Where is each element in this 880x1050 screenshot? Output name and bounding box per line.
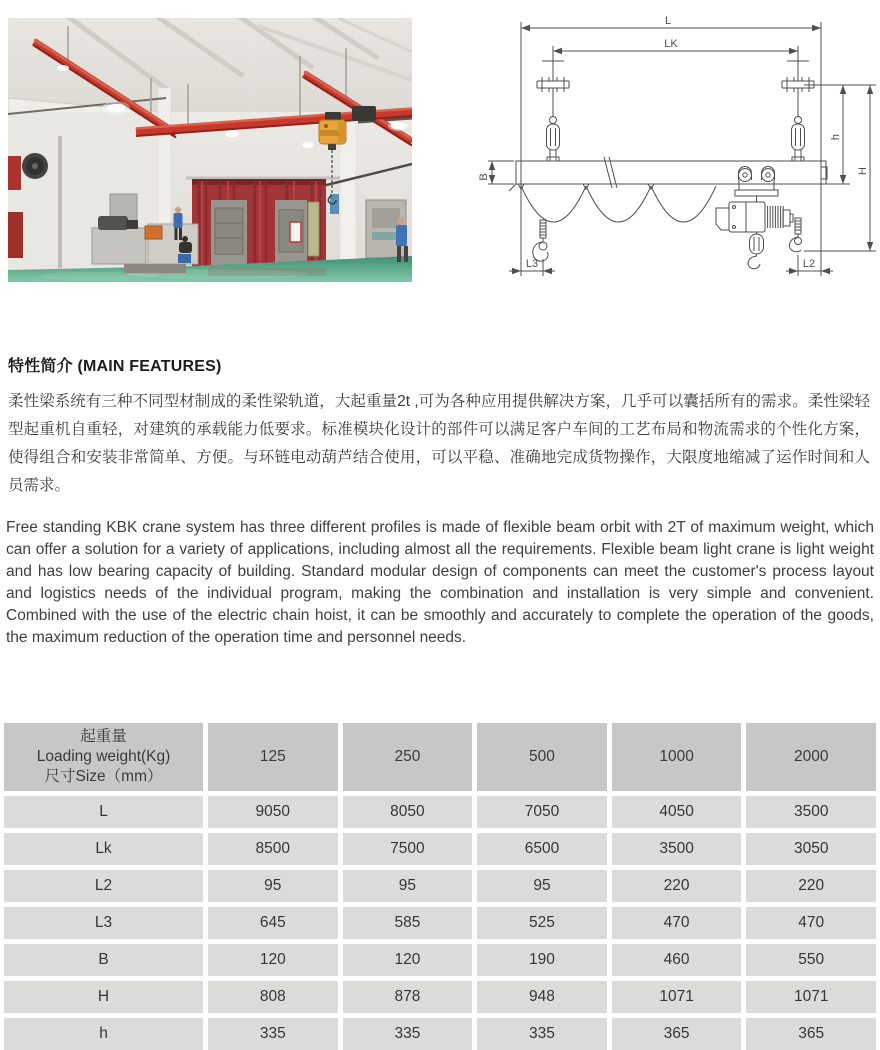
spec-col-header-1000: 1000	[612, 723, 742, 791]
workshop-photo-graphic	[8, 18, 412, 282]
dimension-diagram	[478, 8, 878, 293]
features-paragraph-cn: 柔性梁系统有三种不同型材制成的柔性梁轨道，大起重量2t ,可为各种应用提供解决方案，几乎可以囊括所有的需求。柔性梁轻型起重机自重轻，对建筑的承载能力低要求。标准模块化设计的部件可以满足客户车间的工艺布局和物流需求的个性化方案，使得组合和安装非常简单、方便。与环链电动葫芦结合使用，可以平稳、准确地完成货物操作，大限度地缩减了运作时间和人员需求。	[8, 393, 870, 494]
spec-header-line3: 尺寸Size（mm）	[44, 768, 163, 785]
spec-cell: 120	[343, 944, 473, 976]
wall-sign	[8, 156, 21, 190]
spec-row-label-L2: L2	[4, 870, 203, 902]
spec-cell: 220	[612, 870, 742, 902]
spec-cell: 470	[746, 907, 876, 939]
spec-col-header-2000: 2000	[746, 723, 876, 791]
spec-cell: 9050	[208, 796, 338, 828]
spec-cell: 470	[612, 907, 742, 939]
top-row	[0, 0, 880, 295]
dim-label-LK: LK	[664, 38, 678, 50]
spec-cell: 190	[477, 944, 607, 976]
spec-cell: 550	[746, 944, 876, 976]
spec-cell: 3050	[746, 833, 876, 865]
spec-cell: 8500	[208, 833, 338, 865]
spec-col-header-250: 250	[343, 723, 473, 791]
spec-cell: 335	[477, 1018, 607, 1050]
spec-row-label-H: H	[4, 981, 203, 1013]
spec-cell: 120	[208, 944, 338, 976]
spec-col-header-500: 500	[477, 723, 607, 791]
spec-row-label-B: B	[4, 944, 203, 976]
spec-cell: 365	[612, 1018, 742, 1050]
dim-label-L: L	[664, 15, 672, 27]
hook-right	[789, 218, 801, 252]
spec-row-label-L: L	[4, 796, 203, 828]
spec-col-header-125: 125	[208, 723, 338, 791]
suspension-right	[782, 46, 814, 161]
dim-label-h: h	[830, 133, 842, 141]
spec-cell: 95	[208, 870, 338, 902]
spec-cell: 808	[208, 981, 338, 1013]
spec-row-label-L3: L3	[4, 907, 203, 939]
spec-header-line2: Loading weight(Kg)	[36, 748, 171, 765]
spec-cell: 335	[208, 1018, 338, 1050]
spec-row-label-h: h	[4, 1018, 203, 1050]
spec-cell: 645	[208, 907, 338, 939]
spec-cell: 1071	[612, 981, 742, 1013]
fire-cabinet	[8, 212, 23, 258]
spec-cell: 95	[343, 870, 473, 902]
dim-label-L3: L3	[525, 258, 539, 270]
spec-cell: 7500	[343, 833, 473, 865]
spec-cell: 220	[746, 870, 876, 902]
dim-label-H: H	[857, 167, 869, 175]
spec-cell: 8050	[343, 796, 473, 828]
spec-cell: 878	[343, 981, 473, 1013]
features-heading: 特性简介 (MAIN FEATURES)	[8, 358, 222, 375]
spec-cell: 365	[746, 1018, 876, 1050]
spec-row-label-Lk: Lk	[4, 833, 203, 865]
spec-cell: 3500	[612, 833, 742, 865]
spec-table	[4, 723, 876, 1050]
features-paragraph-en: Free standing KBK crane system has three different profiles is made of flexible beam orbit with 2T of maximum weight, which can offer a solution for a variety of applications, including almost all the requirements. Flexible beam light crane is light weight and has low bearing capacity of building. Standard modular design of components can meet the customer's process layout and logistics needs of the individual program, making the combination and installation is very simple and convenient. Combined with the use of the electric chain hoist, it can be smoothly and accurately to complete the operation of the goods, the maximum reduction of the operation time and personnel needs.	[6, 519, 874, 646]
product-photo	[8, 18, 412, 282]
spec-header-cell	[4, 723, 203, 791]
hook-left	[533, 220, 548, 261]
spec-cell: 4050	[612, 796, 742, 828]
dim-label-B: B	[478, 173, 490, 181]
spec-cell: 3500	[746, 796, 876, 828]
spec-cell: 95	[477, 870, 607, 902]
spec-cell: 585	[343, 907, 473, 939]
spec-cell: 6500	[477, 833, 607, 865]
suspension-left	[537, 46, 569, 161]
chain-hoist-drawing	[716, 167, 793, 269]
flexible-beam	[509, 157, 827, 191]
spec-header-line1: 起重量	[80, 728, 127, 745]
wall-fan	[22, 153, 48, 179]
dim-label-L2: L2	[802, 258, 816, 270]
beam-end-box	[352, 106, 376, 121]
spec-cell: 525	[477, 907, 607, 939]
spec-cell: 7050	[477, 796, 607, 828]
festoon-cable	[518, 184, 716, 222]
spec-cell: 335	[343, 1018, 473, 1050]
crane-dimension-drawing	[478, 8, 878, 293]
spec-cell: 460	[612, 944, 742, 976]
spec-cell: 1071	[746, 981, 876, 1013]
spec-cell: 948	[477, 981, 607, 1013]
